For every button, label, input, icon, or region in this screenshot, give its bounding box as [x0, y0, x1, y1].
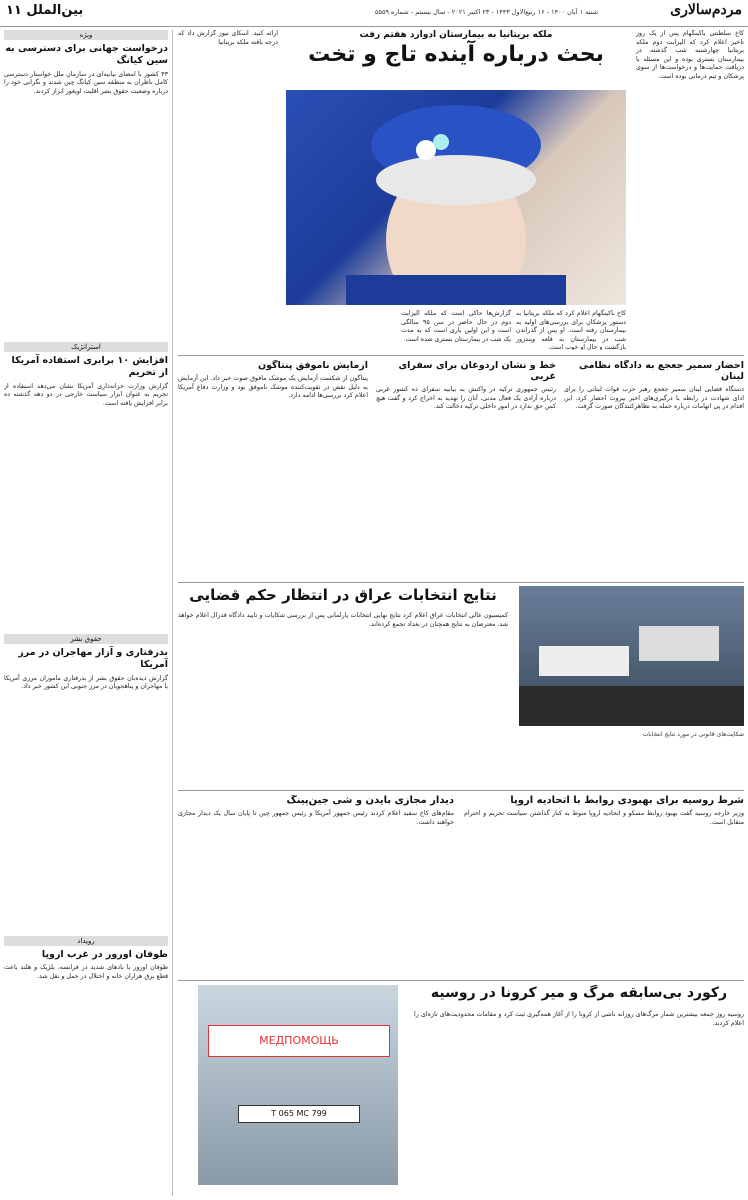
sidebar-article-migrants: [4, 634, 168, 934]
divider: [178, 790, 744, 791]
dateline: شنبه ۱ آبان ۱۴۰۰ - ۱۶ ربیع‌الاول ۱۴۴۳ - ۲۳ اکتبر ۲۰۲۱ - سال بیستم - شماره ۵۵۵۹: [374, 8, 598, 16]
lead-body-col1: کاخ سلطنتی باکینگهام پس از یک روز تاخیر اعلام کرد که الیزابت دوم ملکه بریتانیا چهارشنبه شب گذشته در بیمارستان بستری بوده و این مسئله با دریافت حمایت‌ها و درخواست‌ها از سوی پزشکان و تیم درمانی بوده است.: [636, 30, 744, 80]
iraq-protest-photo: [519, 586, 744, 726]
article-headline: آزمایش ناموفق پنتاگون: [257, 360, 368, 371]
sidebar-tag: ویژه: [4, 30, 168, 40]
sidebar-body: طوفان اورور با بادهای شدید در فرانسه، بلژیک و هلند باعث قطع برق هزاران خانه و اختلال در حمل و نقل شد.: [4, 964, 168, 980]
sidebar-tag: رویداد: [4, 936, 168, 946]
masthead: [0, 0, 748, 27]
article-body: پنتاگون از شکست آزمایش یک موشک مافوق صوت خبر داد. این آزمایش به دلیل نقص در تقویت‌کننده موشک ناموفق بود و وزارت دفاع آمریکا اعلام کرد بررسی‌ها ادامه دارد.: [178, 375, 368, 399]
queen-illustration: [286, 90, 626, 305]
article-body: وزیر خارجه روسیه گفت بهبود روابط مسکو و اتحادیه اروپا منوط به کنار گذاشتن سیاست تحریم و احترام متقابل است.: [464, 810, 744, 826]
lead-headline: بحث درباره آینده تاج و تخت: [308, 42, 604, 67]
article-lebanon: [564, 360, 744, 580]
article-body: دستگاه قضایی لبنان سمیر جعجع رهبر حزب قوات لبنانی را برای ادای شهادت در رابطه با درگیری‌های اخیر بیروت احضار کرد. این اقدام در پی اتهامات درباره حمله به تظاهرکنندگان صورت گرفت.: [564, 386, 744, 410]
article-russia-eu: [464, 795, 744, 975]
sidebar-article-storm: [4, 936, 168, 1196]
article-body: کمیسیون عالی انتخابات عراق اعلام کرد نتایج نهایی انتخابات پارلمانی پس از بررسی شکایات و تایید دادگاه فدرال اعلام خواهد شد. معترضان به نتایج همچنان در بغداد تجمع کرده‌اند.: [178, 612, 508, 628]
article-headline: خط و نشان اردوغان برای سفرای غربی: [398, 360, 556, 382]
divider: [178, 582, 744, 583]
lead-story: [178, 30, 744, 350]
sidebar-article-xinjiang: [4, 30, 168, 340]
article-biden-xi: [178, 795, 454, 975]
sidebar-tag: حقوق بشر: [4, 634, 168, 644]
article-pentagon: [178, 360, 368, 580]
license-plate: Т 065 МС 799: [238, 1105, 360, 1123]
article-body: رئیس جمهوری ترکیه در واکنش به بیانیه سفرای ده کشور غربی درباره آزادی یک فعال مدنی، آنان را تهدید به اخراج کرد و گفت هیچ کس حق ندارد در امور داخلی ترکیه دخالت کند.: [376, 386, 556, 410]
sidebar-body: ۴۳ کشور با امضای بیانیه‌ای در سازمان ملل خواستار دسترسی کامل ناظران به منطقه سین کیانگ چین شدند و نگرانی خود را درباره وضعیت حقوق بشر اقلیت اویغور ابراز کردند.: [4, 70, 168, 95]
article-headline: نتایج انتخابات عراق در انتظار حکم قضایی: [189, 586, 497, 604]
article-headline: دیدار مجازی بایدن و شی جین‌پینگ: [286, 795, 454, 806]
article-body: مقام‌های کاخ سفید اعلام کردند رئیس جمهور آمریکا و رئیس جمهور چین تا پایان سال یک دیدار مجازی خواهند داشت.: [178, 810, 454, 826]
sidebar-headline: طوفان اورور در غرب اروپا: [41, 949, 168, 960]
page-number: ۱۱: [6, 3, 22, 18]
left-sidebar: [4, 30, 173, 1196]
main-content: [178, 30, 744, 1196]
sidebar-headline: درخواست جهانی برای دسترسی به سین کیانگ: [5, 43, 168, 67]
article-headline: شرط روسیه برای بهبودی روابط با اتحادیه اروپا: [510, 795, 744, 806]
article-headline: احضار سمیر جعجع به دادگاه نظامی لبنان: [579, 360, 744, 382]
lead-body-col3: گزارش‌ها حاکی است که ملکه الیزابت دوم در حال حاضر در سن ۹۵ سالگی است و این اولین باری است که به مدت یک شب در بیمارستان بستری شده است.: [401, 310, 512, 343]
divider: [178, 980, 744, 981]
lead-kicker: ملکه بریتانیا به بیمارستان ادوارد هفتم رفت: [359, 30, 553, 40]
ambulance-label: МЕДПОМОЩЬ: [208, 1025, 390, 1057]
sidebar-body: گزارش وزارت خزانه‌داری آمریکا نشان می‌دهد استفاده از تحریم به عنوان ابزار سیاست خارجی در دو دهه گذشته ده برابر افزایش یافته است.: [4, 382, 168, 407]
ambulance-photo: [198, 985, 398, 1185]
newspaper-brand: مردم‌سالاری: [670, 2, 742, 18]
lead-body-col2: کاخ باکینگهام اعلام کرد که ملکه بریتانیا به دستور پزشکان برای بررسی‌های اولیه به بیمارستان رفته است. او پس از گذراندن شب در بیمارستان به قلعه ویندزور بازگشت و حال او خوب است.: [516, 310, 626, 350]
section-name: بین‌الملل: [26, 3, 84, 18]
lead-caption: ارائه کنید. اسکای نیوز گزارش داد که درجه یافته ملکه بریتانیا: [178, 30, 278, 46]
article-headline: رکورد بی‌سابقه مرگ و میر کرونا در روسیه: [430, 985, 728, 1001]
section-label: [6, 3, 83, 18]
sidebar-tag: استراتژیک: [4, 342, 168, 352]
article-body: روسیه روز جمعه بیشترین شمار مرگ‌های روزانه ناشی از کرونا را از آغاز همه‌گیری ثبت کرد و مقامات محدودیت‌های تازه‌ای را اعلام کردند.: [414, 1011, 744, 1027]
article-corona-russia: [178, 985, 744, 1195]
article-iraq: [178, 586, 744, 786]
divider: [178, 355, 744, 356]
photo-caption: شکایت‌های قانونی در مورد نتایج انتخابات: [642, 731, 744, 738]
queen-photo: [286, 90, 626, 305]
article-erdogan: [376, 360, 556, 580]
sidebar-headline: بدرفتاری و آزار مهاجران در مرز آمریکا: [18, 647, 168, 671]
sidebar-body: گزارش دیده‌بان حقوق بشر از بدرفتاری ماموران مرزی آمریکا با مهاجران و پناهجویان در مرز جنوبی این کشور خبر داد.: [4, 674, 168, 691]
sidebar-article-sanctions: [4, 342, 168, 632]
sidebar-headline: افزایش ۱۰ برابری استفاده آمریکا از تحریم: [11, 355, 168, 379]
protest-illustration: [519, 586, 744, 726]
lead-header: [286, 30, 626, 69]
